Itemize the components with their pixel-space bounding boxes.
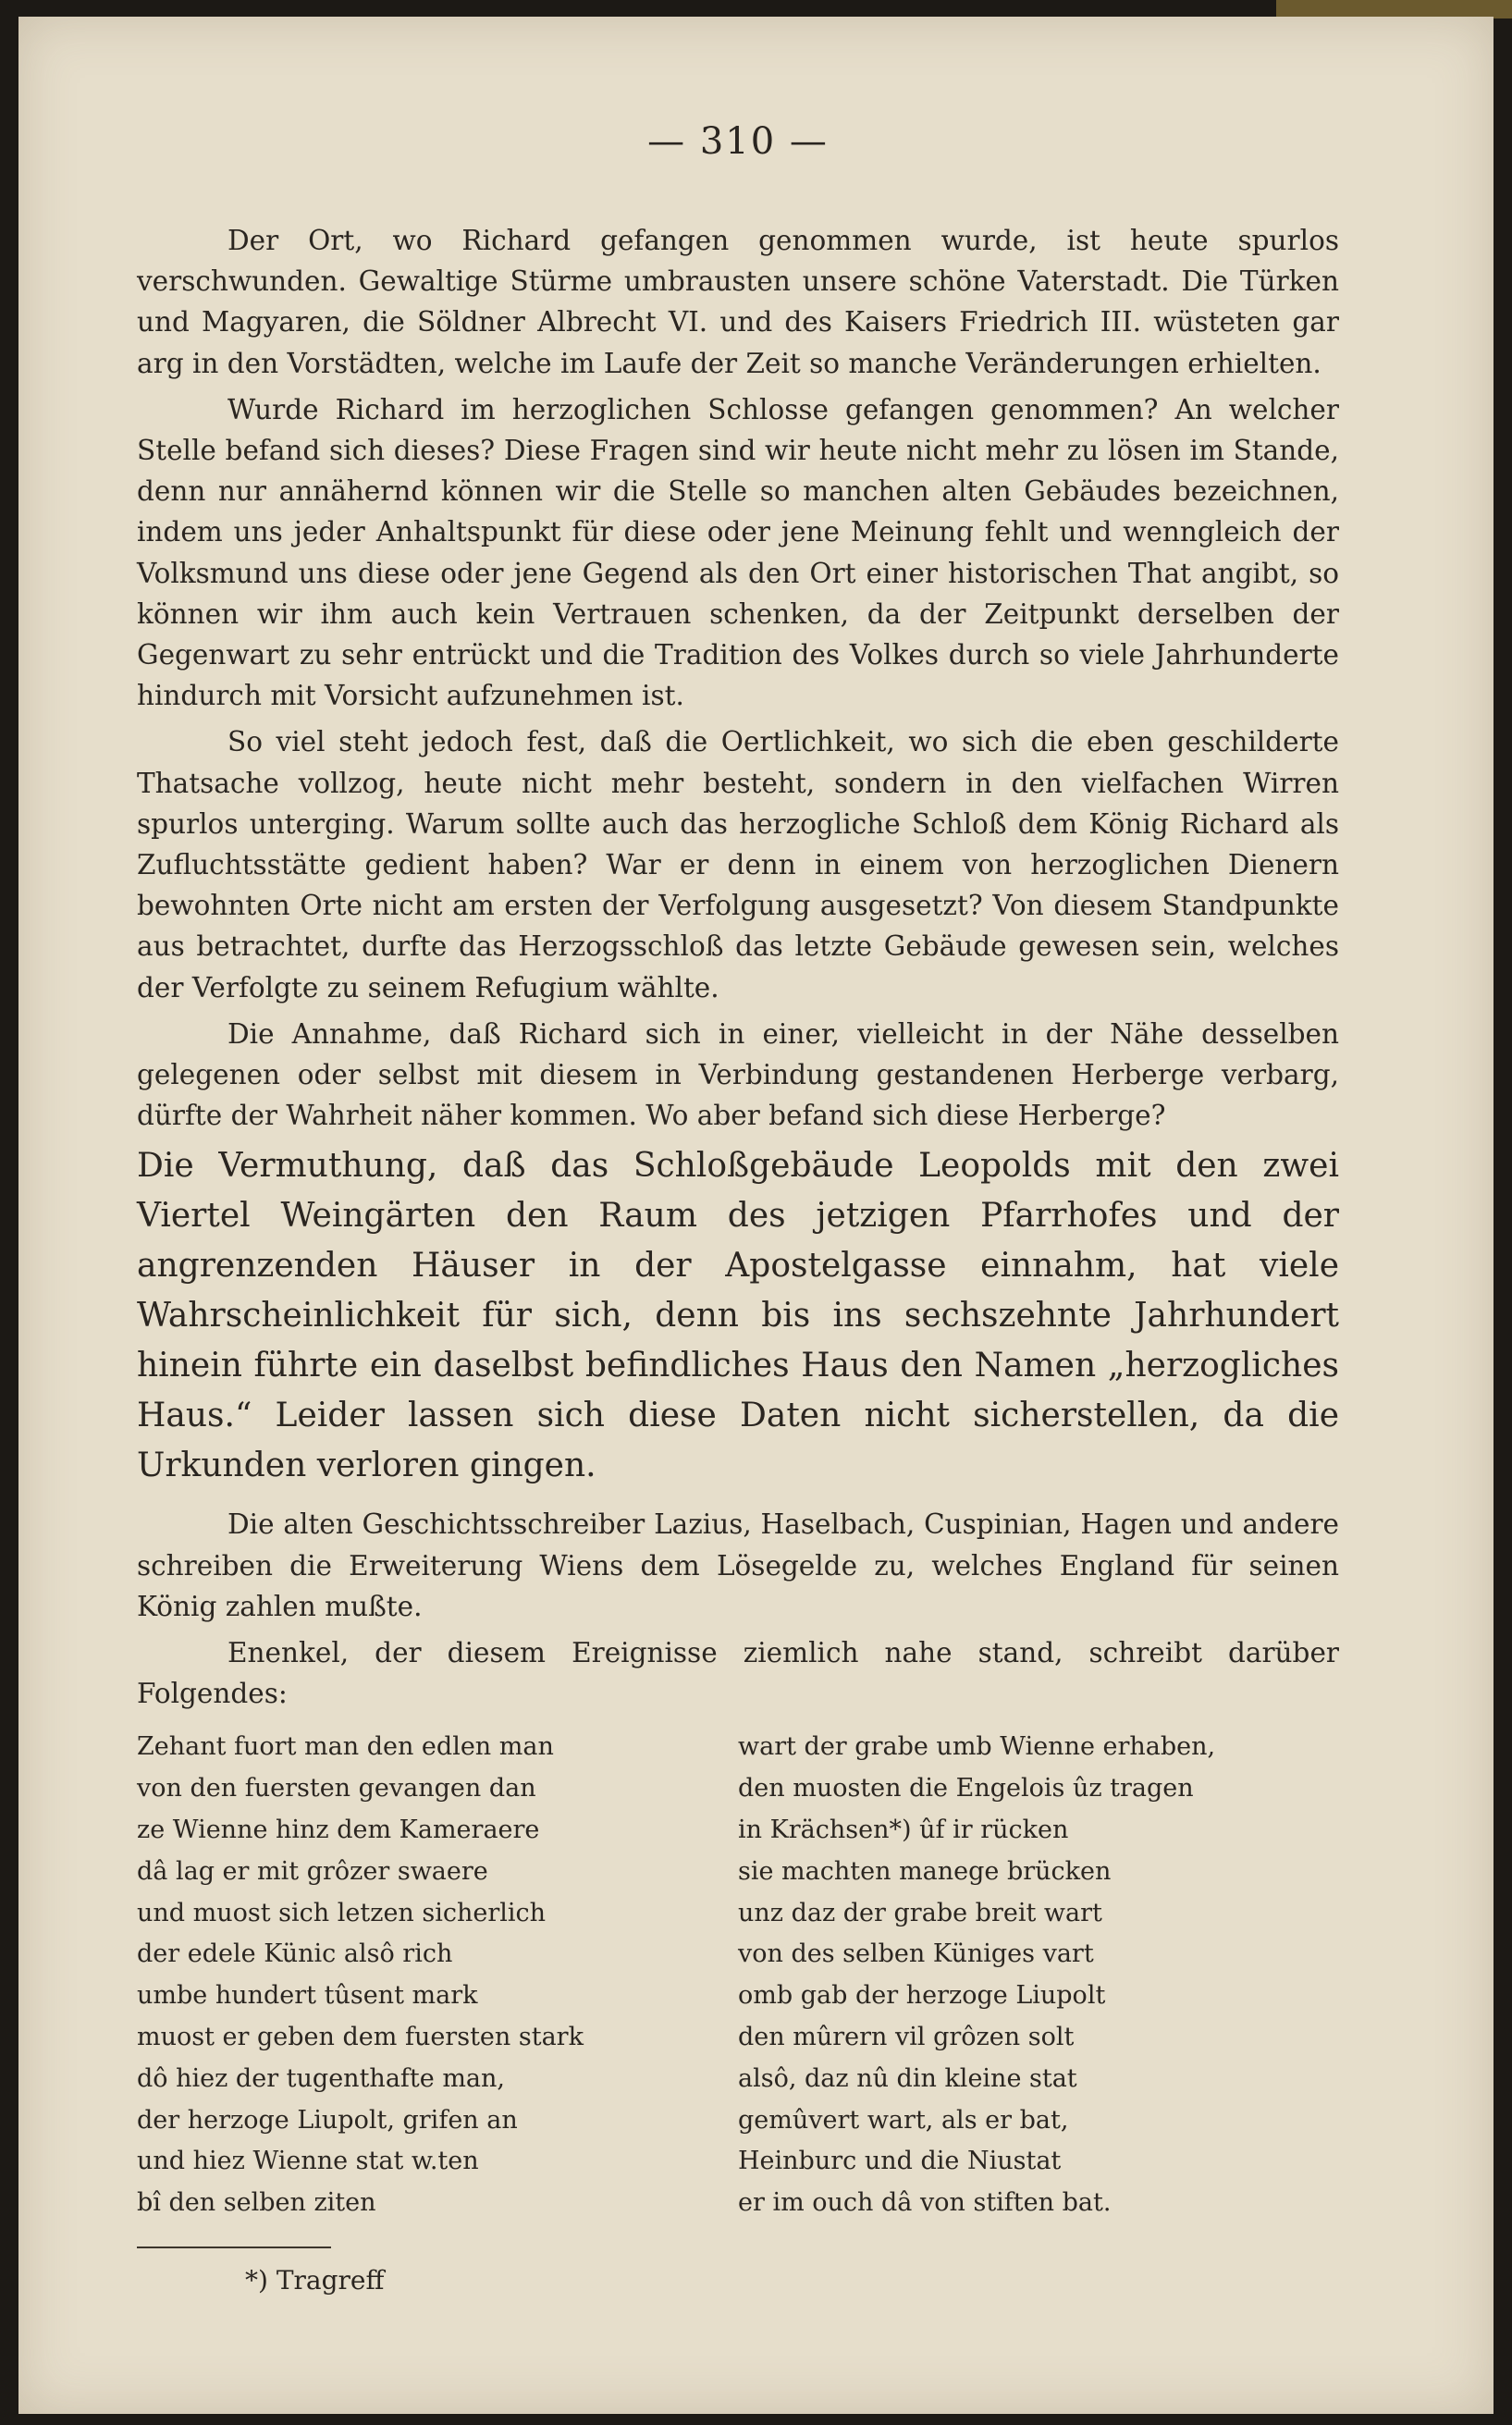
poem-line: von den fuersten gevangen dan: [137, 1774, 536, 1803]
poem-line: dâ lag er mit grôzer swaere: [137, 1856, 488, 1886]
book-edge: [1276, 0, 1512, 18]
poem: [137, 1727, 1339, 2224]
poem-column-right: [738, 1727, 1339, 2224]
large-paragraph: Die Vermuthung, daß das Schloßgebäude Leopolds mit den zwei Viertel Weingärten den Raum des jetzigen Pfarrhofes und der angrenzenden Häuser in der Apostelgasse einnahm, hat viele Wahrscheinlichkeit für sich, denn bis ins sechszehnte Jahrhundert hinein führte ein daselbst befindliches Haus den Namen „herzogliches Haus.“ Leider lassen sich diese Daten nicht sicherstellen, da die Urkunden verloren gingen.: [137, 1147, 1339, 1485]
poem-line: wart der grabe umb Wienne erhaben,: [738, 1732, 1216, 1762]
poem-line: und hiez Wienne stat w.ten: [137, 2147, 479, 2176]
poem-line: alsô, daz nû din kleine stat: [738, 2063, 1077, 2093]
poem-line: den muosten die Engelois ûz tragen: [738, 1774, 1194, 1803]
poem-line: omb gab der herzoge Liupolt: [738, 1981, 1106, 2011]
paragraph: Enenkel, der diesem Ereignisse ziemlich nahe stand, schreibt darüber Folgendes:: [137, 1637, 1339, 1710]
poem-line: Zehant fuort man den edlen man: [137, 1732, 554, 1762]
poem-line: unz daz der grabe breit wart: [738, 1898, 1102, 1927]
footnote-rule: [137, 2247, 331, 2248]
poem-line: und muost sich letzen sicherlich: [137, 1898, 547, 1927]
poem-line: in Krächsen*) ûf ir rücken: [738, 1816, 1069, 1845]
poem-line: von des selben Küniges vart: [738, 1939, 1094, 1969]
poem-line: bî den selben ziten: [137, 2188, 376, 2218]
poem-line: muost er geben dem fuersten stark: [137, 2023, 584, 2052]
paragraph: Die alten Geschichtsschreiber Lazius, Haselbach, Cuspinian, Hagen und andere schreiben die Erweiterung Wiens dem Lösegelde zu, welches England für seinen König zahlen mußte.: [137, 1508, 1339, 1622]
poem-line: der edele Künic alsô rich: [137, 1939, 453, 1969]
page-content: [137, 120, 1339, 2296]
paragraph: Der Ort, wo Richard gefangen genommen wurde, ist heute spurlos verschwunden. Gewaltige Stürme umbrausten unsere schöne Vaterstadt. Die Türken und Magyaren, die Söldner Albrecht VI. und des Kaisers Friedrich III. wüsteten gar arg in den Vorstädten, welche im Laufe der Zeit so manche Veränderungen erhielten.: [137, 225, 1339, 379]
poem-line: der herzoge Liupolt, grifen an: [137, 2105, 518, 2135]
poem-line: umbe hundert tûsent mark: [137, 1981, 478, 2011]
paragraph: So viel steht jedoch fest, daß die Oertlichkeit, wo sich die eben geschilderte Thatsache vollzog, heute nicht mehr besteht, sondern in den vielfachen Wirren spurlos unterging. Warum sollte auch das herzogliche Schloß dem König Richard als Zufluchtsstätte gedient haben? War er denn in einem von herzoglichen Dienern bewohnten Orte nicht am ersten der Verfolgung ausgesetzt? Von diesem Standpunkte aus betrachtet, durfte das Herzogsschloß das letzte Gebäude gewesen sein, welches der Verfolgte zu seinem Refugium wählte.: [137, 726, 1339, 1003]
poem-line: gemûvert wart, als er bat,: [738, 2105, 1069, 2135]
poem-line: sie machten manege brücken: [738, 1856, 1112, 1886]
poem-line: den mûrern vil grôzen solt: [738, 2023, 1075, 2052]
footnote: *) Tragreff: [245, 2265, 385, 2296]
paragraph: Wurde Richard im herzoglichen Schlosse gefangen genommen? An welcher Stelle befand sich dieses? Diese Fragen sind wir heute nicht mehr zu lösen im Stande, denn nur annähernd können wir die Stelle so manchen alten Gebäudes bezeichnen, indem uns jeder Anhaltspunkt für diese oder jene Meinung fehlt und wenngleich der Volksmund uns diese oder jene Gegend als den Ort einer historischen That angibt, so können wir ihm auch kein Vertrauen schenken, da der Zeitpunkt derselben der Gegenwart zu sehr entrückt und die Tradition des Volkes durch so viele Jahrhunderte hindurch mit Vorsicht aufzunehmen ist.: [137, 393, 1339, 712]
page-number: — 310 —: [647, 120, 829, 163]
poem-line: dô hiez der tugenthafte man,: [137, 2063, 505, 2093]
paragraph: Die Annahme, daß Richard sich in einer, vielleicht in der Nähe desselben gelegenen oder selbst mit diesem in Verbindung gestandenen Herberge verbarg, dürfte der Wahrheit näher kommen. Wo aber befand sich diese Herberge?: [137, 1017, 1339, 1132]
poem-column-left: [137, 1727, 738, 2224]
poem-line: ze Wienne hinz dem Kameraere: [137, 1816, 540, 1845]
poem-line: Heinburc und die Niustat: [738, 2147, 1062, 2176]
poem-line: er im ouch dâ von stiften bat.: [738, 2188, 1112, 2218]
